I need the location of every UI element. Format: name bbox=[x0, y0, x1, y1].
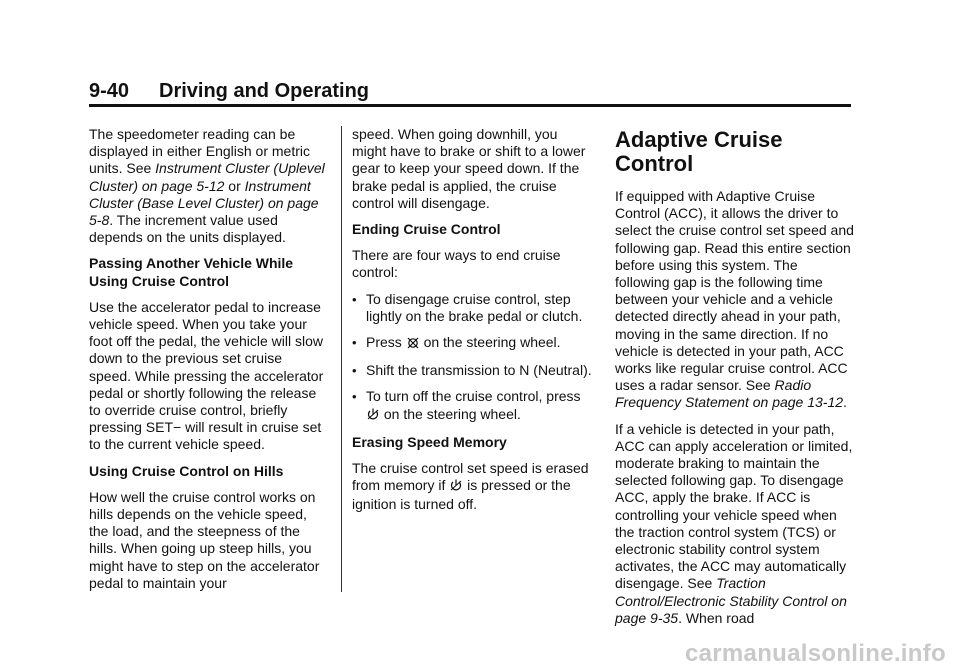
page-header bbox=[89, 80, 369, 103]
watermark: carmanualsonline.info bbox=[684, 640, 946, 667]
column-2 bbox=[352, 126, 592, 523]
cross-reference: Instrument Cluster (Base Level Cluster) on page 5-8 bbox=[89, 177, 319, 229]
column-1 bbox=[89, 126, 327, 601]
hills-paragraph: How well the cruise control works on hills depends on the vehicle speed, the load, and the steepness of the hills. When going up steep hills, you might have to step on the accelerator pedal to maintain your bbox=[89, 488, 320, 591]
ending-paragraph: There are four ways to end cruise control: bbox=[352, 247, 561, 281]
cross-reference: Traction Control/Electronic Stability Control on page 9-35 bbox=[615, 575, 847, 626]
list-item: • Shift the transmission to N (Neutral). bbox=[352, 362, 592, 379]
column-divider bbox=[341, 126, 342, 592]
column-3 bbox=[615, 126, 855, 636]
subheading-passing: Passing Another Vehicle While Using Cruise Control bbox=[89, 255, 294, 289]
erasing-paragraph: The cruise control set speed is erased from memory if is pressed or the ignition is turned off. bbox=[352, 460, 589, 513]
passing-paragraph: Use the accelerator pedal to increase vehicle speed. When you take your foot off the pedal, the vehicle will slow down to the previous set cruise speed. While pressing the accelerator pedal or shortly following the release to override cruise control, briefly pressing SET− will result in cruise set to the current vehicle speed. bbox=[89, 298, 324, 453]
ending-list bbox=[352, 291, 592, 425]
hills-continued-paragraph: speed. When going downhill, you might have to brake or shift to a lower gear to keep your speed down. If the brake pedal is applied, the cruise control will disengage. bbox=[352, 126, 586, 211]
list-item: • To turn off the cruise control, press on the steering wheel. bbox=[352, 388, 592, 424]
section-heading-acc: Adaptive Cruise Control bbox=[615, 127, 783, 176]
subheading-ending: Ending Cruise Control bbox=[352, 221, 501, 238]
cross-reference: Radio Frequency Statement on page 13-12 bbox=[615, 377, 844, 411]
cruise-on-off-icon bbox=[367, 408, 379, 425]
acc-intro-paragraph: If equipped with Adaptive Cruise Control (ACC), it allows the driver to select the cruise control set speed and following gap. Read this entire section before using this system. The following gap is the following time between your vehicle and a vehicle detected directly ahead in your path, moving in the same direction. If no vehicle is detected in your path, ACC works like regular cruise control. ACC uses a radar sensor. See Radio Frequency Statement on page 13-12. bbox=[615, 188, 854, 411]
list-item: • To disengage cruise control, step lightly on the brake pedal or clutch. bbox=[352, 291, 592, 325]
list-item: • Press on the steering wheel. bbox=[352, 334, 592, 353]
cross-reference: Instrument Cluster (Uplevel Cluster) on page 5-12 bbox=[89, 160, 325, 194]
cruise-on-off-icon bbox=[450, 479, 462, 496]
section-title: Driving and Operating bbox=[159, 80, 370, 102]
page-number: 9-40 bbox=[89, 80, 130, 102]
subheading-erasing: Erasing Speed Memory bbox=[352, 433, 507, 450]
cruise-cancel-icon bbox=[407, 336, 419, 353]
header-rule bbox=[89, 104, 851, 107]
speedometer-paragraph: The speedometer reading can be displayed in either English or metric units. See Instrument Cluster (Uplevel Cluster) on page 5-12 or Instrument Cluster (Base Level Cluster) on page 5-8. The increment value used depends on the units displayed. bbox=[89, 126, 325, 246]
subheading-hills: Using Cruise Control on Hills bbox=[89, 462, 284, 479]
acc-detected-paragraph: If a vehicle is detected in your path, ACC can apply acceleration or limited, moderate braking to maintain the selected following gap. To disengage ACC, apply the brake. If ACC is controlling your vehicle speed when the traction control system (TCS) or electronic stability control system activates, the ACC may automatically disengage. See Traction Control/Electronic Stability Control on page 9-35. When road bbox=[615, 420, 853, 626]
